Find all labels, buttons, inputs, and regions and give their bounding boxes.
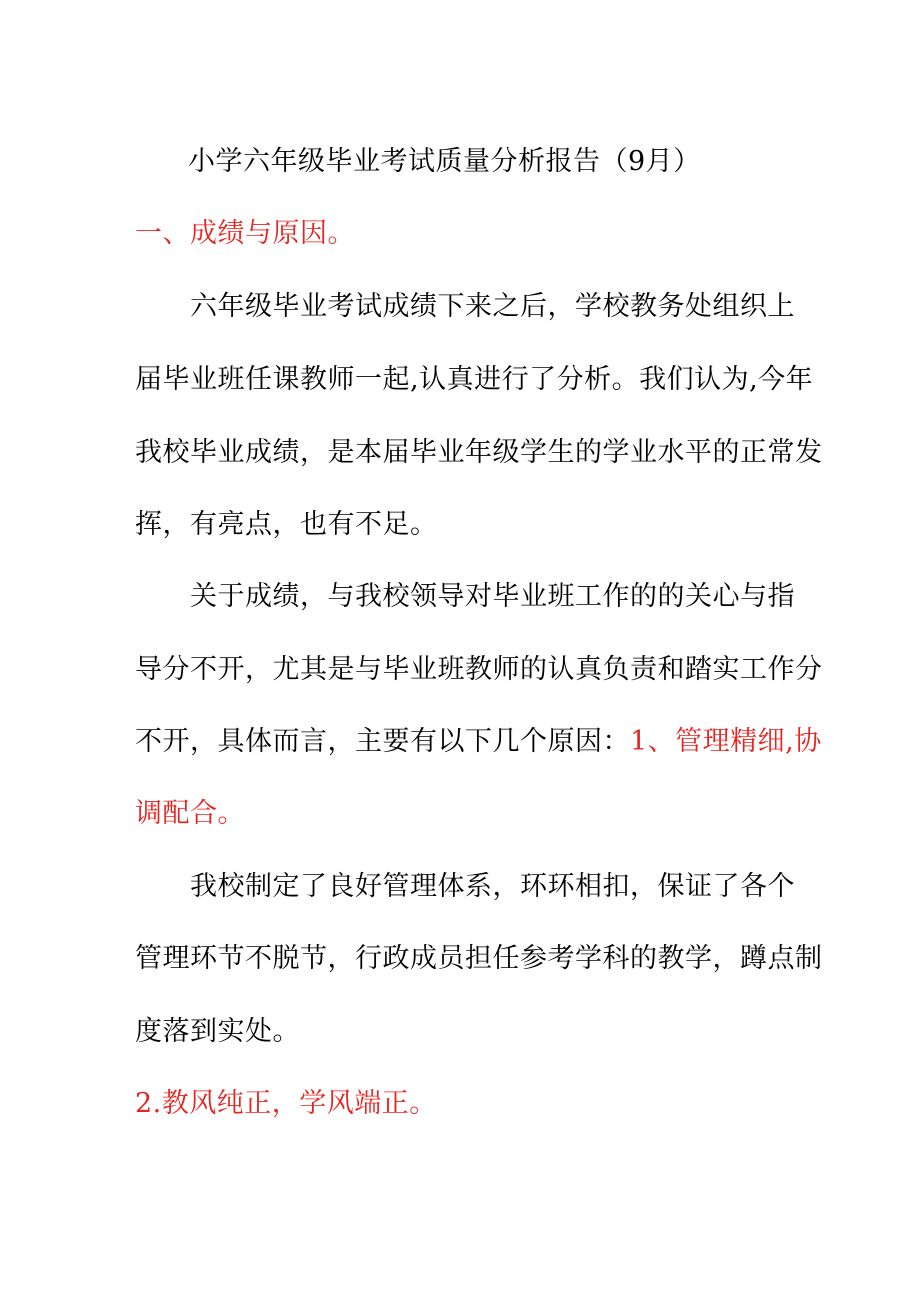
paragraph-2-line-1: 关于成绩，与我校领导对毕业班工作的的关心与指	[190, 581, 795, 612]
paragraph-2-line-2: 导分不开，尤其是与毕业班教师的认真负责和踏实工作分	[135, 654, 823, 685]
document-title: 小学六年级毕业考试质量分析报告（9月）	[188, 146, 701, 177]
reason-2-heading: 2.教风纯正，学风端正。	[135, 1088, 437, 1119]
paragraph-1-line-4: 挥，有亮点，也有不足。	[135, 509, 438, 540]
paragraph-3-line-1: 我校制定了良好管理体系，环环相扣，保证了各个	[190, 871, 795, 902]
paragraph-2-line-3	[135, 726, 822, 758]
section-heading-1: 一、成绩与原因。	[135, 218, 355, 249]
paragraph-3-line-3: 度落到实处。	[135, 1016, 300, 1047]
paragraph-1-line-1: 六年级毕业考试成绩下来之后，学校教务处组织上	[190, 291, 795, 322]
paragraph-1-line-3: 我校毕业成绩，是本届毕业年级学生的学业水平的正常发	[135, 437, 823, 468]
paragraph-2-line-3-text: 不开，具体而言，主要有以下几个原因：	[135, 726, 630, 757]
reason-1-heading-end: 调配合。	[135, 798, 245, 829]
paragraph-1-line-2: 届毕业班任课教师一起,认真进行了分析。我们认为,今年	[135, 364, 814, 395]
reason-1-heading-start: 1、管理精细,协	[630, 726, 822, 757]
paragraph-3-line-2: 管理环节不脱节，行政成员担任参考学科的教学，蹲点制	[135, 943, 823, 974]
